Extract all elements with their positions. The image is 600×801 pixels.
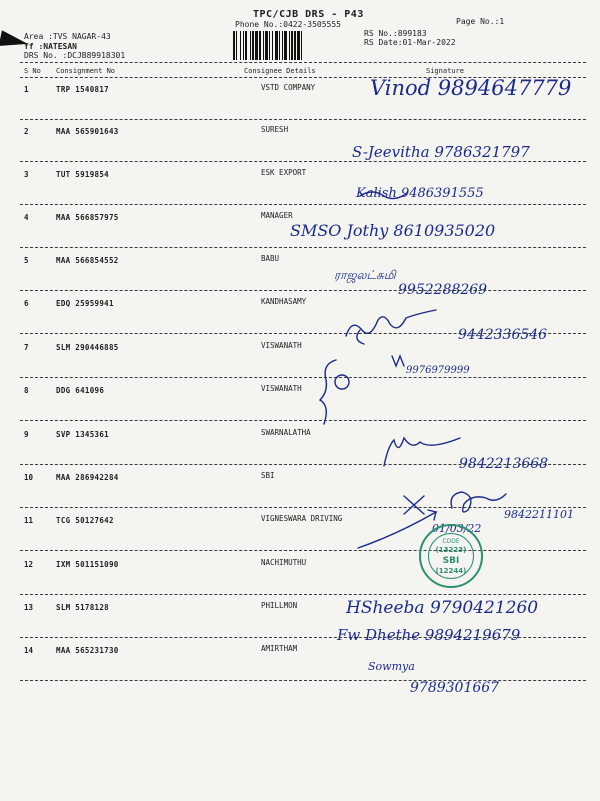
row-consignment-no: SLM 290446885 xyxy=(56,343,119,352)
bank-stamp xyxy=(419,524,483,588)
row-sno: 13 xyxy=(24,603,34,612)
stamp-label: CODE xyxy=(442,538,460,545)
row-consignee: ESK EXPORT xyxy=(261,168,307,177)
scribble-row-6b xyxy=(357,330,364,344)
row-consignment-no: TRP 1540817 xyxy=(56,85,109,94)
handwriting-row-7: 9976979999 xyxy=(406,365,470,376)
row-consignment-no: EDQ 25959941 xyxy=(56,299,114,308)
row-consignee: VSTD COMPANY xyxy=(261,83,316,92)
bracket-row-7-8 xyxy=(320,360,336,424)
page-number: Page No.:1 xyxy=(456,17,505,26)
scribble-row-6 xyxy=(346,310,436,336)
handwriting-row-5: 9952288269 xyxy=(398,282,488,298)
row-sno: 12 xyxy=(24,560,34,569)
row-sno: 8 xyxy=(24,386,29,395)
row-consignment-no: IXM 501151090 xyxy=(56,560,119,569)
document-title: TPC/CJB DRS - P43 xyxy=(253,9,364,20)
row-consignment-no: TCG 50127642 xyxy=(56,516,114,525)
row-consignment-no: MAA 286942284 xyxy=(56,473,119,482)
stamp-number: (12244) xyxy=(435,567,467,575)
row-consignee: VIGNESWARA DRIVING xyxy=(261,514,343,523)
column-header-sno: S No xyxy=(24,67,41,75)
scribble-row-3 xyxy=(360,192,406,199)
handwriting-row-3: Kalish 9486391555 xyxy=(356,186,484,201)
row-consignment-no: MAA 565901643 xyxy=(56,127,119,136)
row-consignee: SBI xyxy=(261,471,275,480)
row-consignee: SURESH xyxy=(261,125,289,134)
row-consignment-no: MAA 566857975 xyxy=(56,213,119,222)
row-sno: 6 xyxy=(24,299,29,308)
drs-number: DRS No. :DCJB89918301 xyxy=(24,51,126,60)
row-consignment-no: SLM 5178128 xyxy=(56,603,109,612)
row-sno: 5 xyxy=(24,256,29,265)
handwriting-row-2: S-Jeevitha 9786321797 xyxy=(352,143,530,161)
row-sno: 10 xyxy=(24,473,34,482)
circle-row-7 xyxy=(335,375,349,389)
stamp-bank-name: SBI xyxy=(442,556,460,566)
handwriting-row-13-line2: Fw Dhethe 9894219679 xyxy=(337,626,521,644)
row-consignment-no: MAA 566854552 xyxy=(56,256,119,265)
scribble-row-10 xyxy=(451,492,506,512)
handwriting-row-11-date: 01/03/22 xyxy=(432,522,482,535)
scribble-row-9 xyxy=(384,438,460,466)
handwriting-row-9: 9842213668 xyxy=(459,456,549,472)
row-consignee: VISWANATH xyxy=(261,341,302,350)
phone-number: Phone No.:0422-3505555 xyxy=(235,20,341,29)
row-consignee: VISWANATH xyxy=(261,384,302,393)
handwriting-row-14-sign: Sowmya xyxy=(368,660,415,673)
column-header-signature: Signature xyxy=(426,67,464,75)
row-sno: 11 xyxy=(24,516,34,525)
rs-date: RS Date:01-Mar-2022 xyxy=(364,38,456,47)
scribble-row-7 xyxy=(392,356,404,366)
row-sno: 2 xyxy=(24,127,29,136)
row-sno: 9 xyxy=(24,430,29,439)
row-sno: 4 xyxy=(24,213,29,222)
row-sno: 14 xyxy=(24,646,34,655)
handwriting-row-13: HSheeba 9790421260 xyxy=(346,598,539,618)
stamp-code: (13223) xyxy=(435,546,467,554)
row-consignee: MANAGER xyxy=(261,211,293,220)
row-consignment-no: DDG 641096 xyxy=(56,386,105,395)
row-consignment-no: TUT 5919854 xyxy=(56,170,109,179)
cross-row-10 xyxy=(404,496,424,514)
column-header-consignment: Consignment No xyxy=(56,67,116,75)
row-sno: 7 xyxy=(24,343,29,352)
handwriting-row-4: SMSO Jothy 8610935020 xyxy=(290,221,496,240)
row-consignee: KANDHASAMY xyxy=(261,297,307,306)
handwriting-row-5-name: ராஜலட்சுமி xyxy=(334,268,396,282)
row-consignee: AMIRTHAM xyxy=(261,644,298,653)
column-header-consignee: Consignee Details xyxy=(244,67,316,75)
row-consignee: NACHIMUTHU xyxy=(261,558,307,567)
row-consignee: SWARNALATHA xyxy=(261,428,311,437)
row-consignee: BABU xyxy=(261,254,280,263)
row-consignment-no: SVP 1345361 xyxy=(56,430,109,439)
handwriting-row-6: 9442336546 xyxy=(458,327,548,343)
handwriting-row-1: Vinod 9894647779 xyxy=(370,76,572,100)
handwriting-row-14: 9789301667 xyxy=(410,680,500,696)
rs-number: RS No.:899183 xyxy=(364,29,427,38)
row-consignee: PHILLMON xyxy=(261,601,298,610)
row-consignment-no: MAA 565231730 xyxy=(56,646,119,655)
row-sno: 1 xyxy=(24,85,29,94)
handwriting-row-10: 9842211101 xyxy=(504,508,574,521)
area: Area :TVS NAGAR-43 xyxy=(24,32,111,41)
row-sno: 3 xyxy=(24,170,29,179)
staff-name: ff :NATESAN xyxy=(24,42,77,51)
